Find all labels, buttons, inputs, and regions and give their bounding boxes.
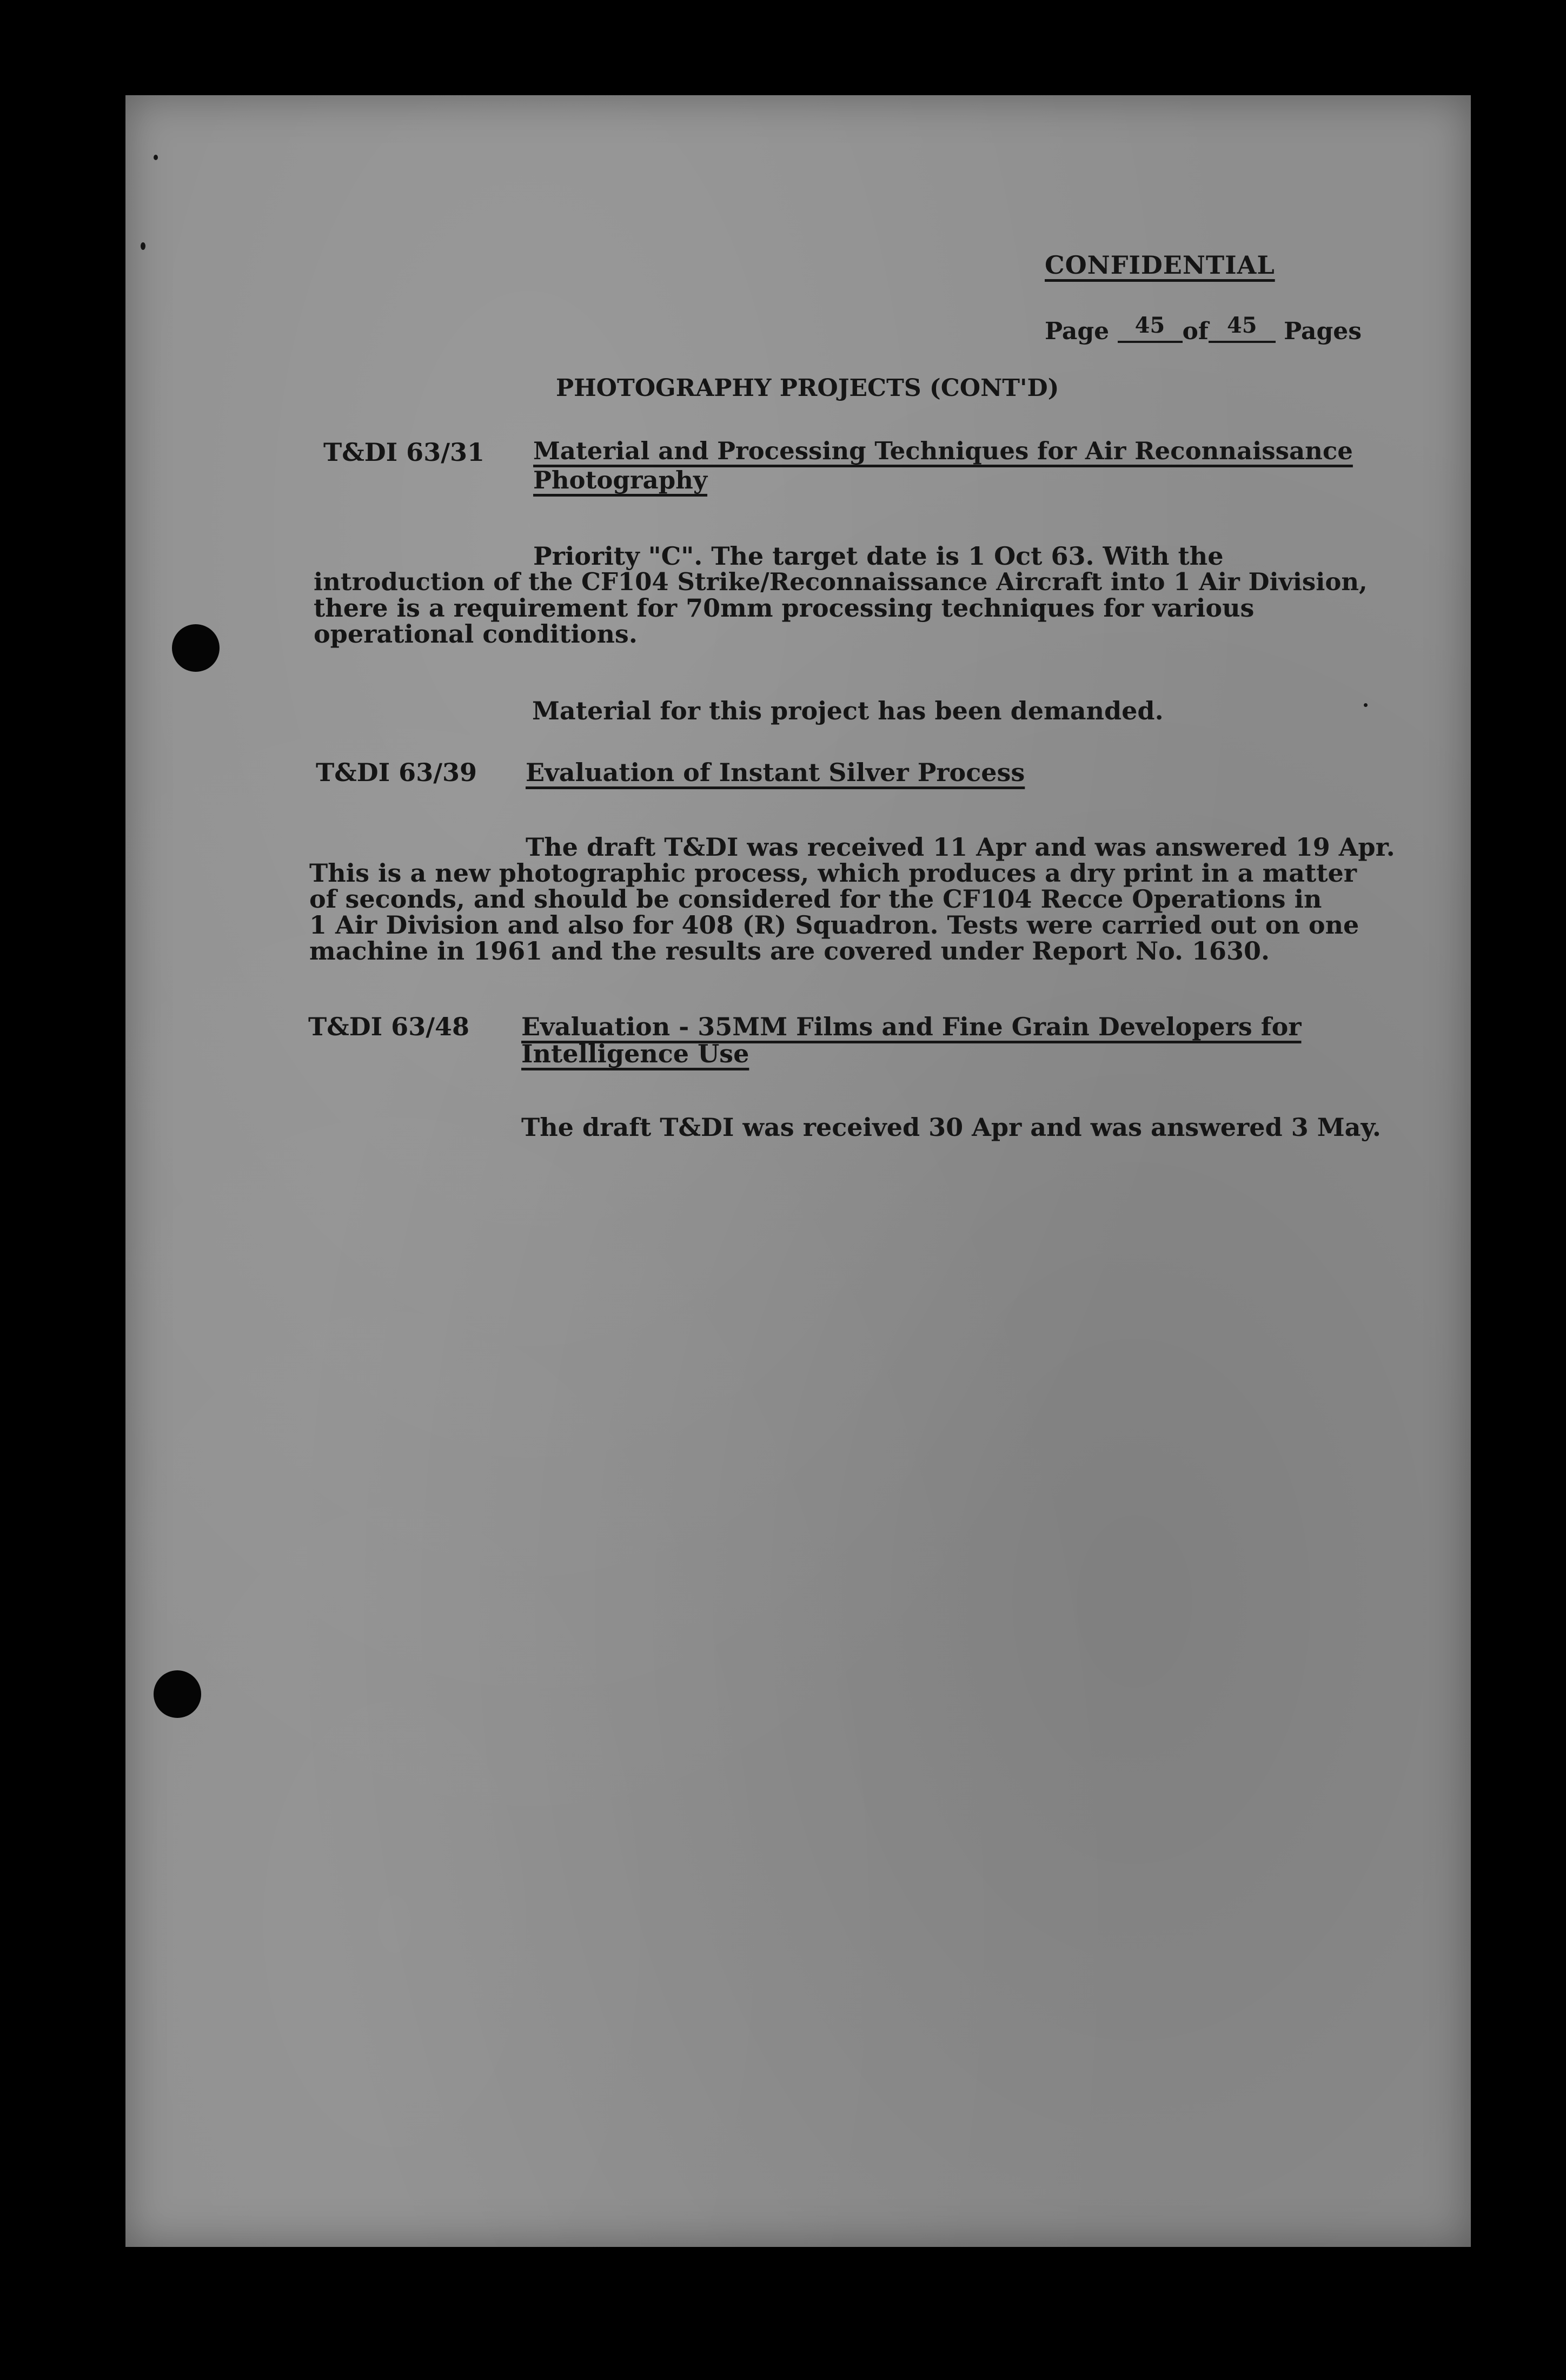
paragraph-line: Material for this project has been demanded. — [532, 696, 1164, 725]
project-title: Evaluation - 35MM Films and Fine Grain Developers for — [521, 1012, 1302, 1041]
page-number: 45 — [1118, 310, 1183, 343]
punch-hole-lower — [154, 1670, 201, 1718]
paper-speck — [154, 155, 158, 160]
project-title: Intelligence Use — [521, 1039, 749, 1068]
paper-speck — [141, 242, 145, 250]
project-code: T&DI 63/39 — [316, 758, 477, 787]
project-title: Evaluation of Instant Silver Process — [526, 758, 1025, 787]
classification-label: CONFIDENTIAL — [1045, 250, 1275, 280]
document-page — [125, 95, 1471, 2247]
paper-speck — [1364, 703, 1368, 707]
total-pages: 45 — [1209, 310, 1276, 343]
project-title: Material and Processing Techniques for Air Reconnaissance — [533, 437, 1353, 465]
project-title: Photography — [533, 466, 708, 494]
paragraph-line: Priority "C". The target date is 1 Oct 63. With the — [533, 541, 1224, 571]
paragraph-line: This is a new photographic process, which produces a dry print in a matter — [309, 858, 1357, 888]
paragraph-line: of seconds, and should be considered for the CF104 Recce Operations in — [309, 884, 1322, 914]
page-label: Page — [1045, 318, 1110, 345]
project-code: T&DI 63/31 — [323, 438, 485, 467]
paragraph-line: introduction of the CF104 Strike/Reconnaissance Aircraft into 1 Air Division, — [314, 567, 1368, 596]
section-title: PHOTOGRAPHY PROJECTS (CONT'D) — [556, 374, 1059, 402]
punch-hole-upper — [172, 624, 220, 672]
paragraph-line: there is a requirement for 70mm processing techniques for various — [314, 593, 1255, 623]
paragraph-line: machine in 1961 and the results are covered under Report No. 1630. — [309, 936, 1270, 966]
project-code: T&DI 63/48 — [308, 1012, 470, 1041]
paragraph-line: The draft T&DI was received 30 Apr and was answered 3 May. — [521, 1113, 1381, 1142]
paragraph-line: 1 Air Division and also for 408 (R) Squadron. Tests were carried out on one — [309, 910, 1359, 940]
page-numbering — [1045, 310, 1362, 347]
of-label: of — [1182, 318, 1209, 345]
paragraph-line: The draft T&DI was received 11 Apr and was answered 19 Apr. — [526, 832, 1395, 862]
paragraph-line: operational conditions. — [314, 619, 638, 649]
pages-label: Pages — [1284, 318, 1362, 345]
